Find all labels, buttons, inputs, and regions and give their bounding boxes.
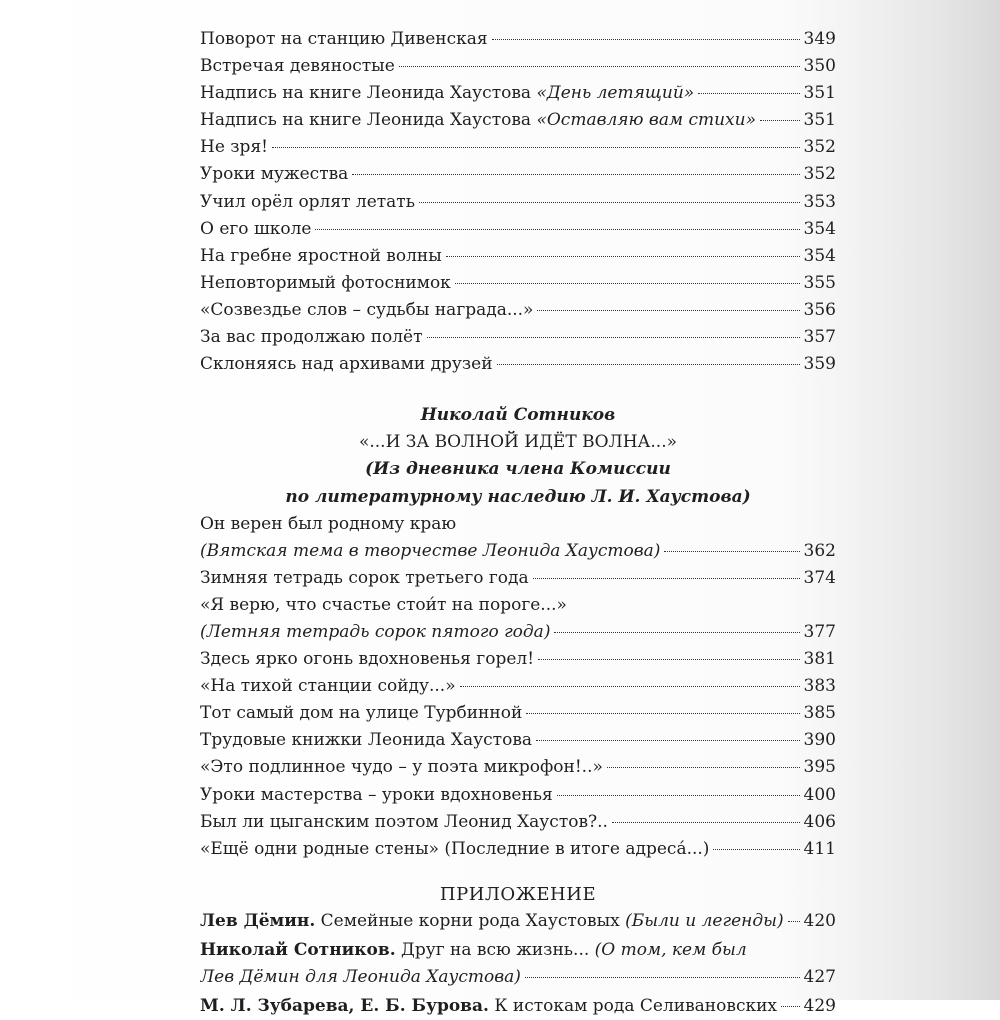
toc-page: 381 (803, 649, 836, 670)
table-of-contents (200, 26, 836, 1020)
toc-entry (200, 908, 836, 935)
toc-entry (200, 754, 836, 781)
leader-dots (526, 713, 799, 714)
toc-title-italic: (Вятская тема в творчестве Леонида Хаустова) (200, 540, 661, 561)
toc-title: Учил орёл орлят летать (200, 191, 415, 212)
toc-title: Не зря! (200, 137, 268, 158)
toc-title: Неповторимый фотоснимок (200, 272, 451, 293)
toc-title-italic: (Были и легенды) (625, 910, 784, 931)
toc-entry (200, 297, 836, 324)
toc-page: 350 (803, 56, 836, 77)
toc-title: «На тихой станции сойду...» (200, 676, 456, 697)
toc-entry (200, 107, 836, 134)
leader-dots (538, 659, 800, 660)
toc-page: 406 (803, 811, 836, 832)
toc-entry (200, 134, 836, 161)
toc-page: 354 (803, 218, 836, 239)
toc-entry-line (200, 937, 836, 964)
toc-page: 351 (803, 110, 836, 131)
toc-title-text: Друг на всю жизнь... (395, 940, 595, 960)
toc-title: Здесь ярко огонь вдохновенья горел! (200, 649, 535, 670)
toc-page: 354 (803, 245, 836, 266)
toc-title: Зимняя тетрадь сорок третьего года (200, 567, 529, 588)
leader-dots (612, 822, 800, 823)
toc-title: Склоняясь над архивами друзей (200, 354, 493, 375)
leader-dots (525, 977, 800, 978)
toc-page: 395 (803, 757, 836, 778)
toc-entry (200, 351, 836, 378)
toc-author: М. Л. Зубарева, Е. Б. Бурова. (200, 996, 489, 1017)
toc-title: За вас продолжаю полёт (200, 327, 423, 348)
toc-page: 357 (803, 327, 836, 348)
toc-entry (200, 243, 836, 270)
leader-dots (272, 147, 800, 148)
toc-page: 352 (803, 164, 836, 185)
toc-entry-line: «Я верю, что счастье стои́т на пороге...» (200, 594, 567, 615)
toc-entry (200, 836, 836, 863)
toc-entry (200, 673, 836, 700)
toc-title: Трудовые книжки Леонида Хаустова (200, 730, 533, 751)
toc-title: Тот самый дом на улице Турбинной (200, 703, 523, 724)
leader-dots (460, 686, 800, 687)
toc-entry-line: Он верен был родному краю (200, 513, 457, 534)
section-author: Николай Сотников (420, 405, 616, 426)
toc-title: «Это подлинное чудо – у поэта микрофон!..» (200, 757, 603, 778)
leader-dots (352, 174, 799, 175)
leader-dots (664, 551, 799, 552)
toc-title (200, 993, 777, 1020)
leader-dots (536, 740, 800, 741)
toc-entry (200, 216, 836, 243)
leader-dots (713, 849, 799, 850)
leader-dots (537, 310, 799, 311)
toc-entry (200, 727, 836, 754)
toc-title: Встречая девяностые (200, 56, 395, 77)
toc-title: На гребне яростной волны (200, 245, 442, 266)
leader-dots (533, 578, 800, 579)
page-edge-shadow (850, 0, 1000, 1000)
leader-dots (557, 795, 800, 796)
toc-entry (200, 270, 836, 297)
toc-entry (200, 809, 836, 836)
toc-title-italic: «День летящий» (536, 83, 695, 104)
toc-title-text: К истокам рода Селивановских (488, 996, 778, 1017)
toc-entry (200, 80, 836, 107)
toc-title: Был ли цыганским поэтом Леонид Хаустов?.. (200, 811, 608, 832)
toc-page: 351 (803, 83, 836, 104)
leader-dots (492, 39, 800, 40)
toc-title: Уроки мастерства – уроки вдохновенья (200, 784, 553, 805)
appendix-heading: ПРИЛОЖЕНИЕ (439, 883, 597, 905)
toc-title-italic: «Оставляю вам стихи» (536, 110, 756, 131)
leader-dots (788, 921, 800, 922)
section-subtitle-line2: по литературному наследию Л. И. Хаустова) (285, 486, 751, 507)
toc-title-text: Надпись на книге Леонида Хаустова (200, 110, 537, 131)
leader-dots (781, 1006, 800, 1007)
toc-title-italic: (О том, кем был (594, 940, 747, 960)
toc-entry (200, 646, 836, 673)
leader-dots (427, 337, 800, 338)
toc-title: Поворот на станцию Дивенская (200, 29, 488, 49)
toc-page: 352 (803, 137, 836, 158)
toc-title-italic: Лев Дёмин для Леонида Хаустова) (200, 967, 521, 988)
toc-entry (200, 964, 836, 991)
leader-dots (607, 767, 800, 768)
leader-dots (455, 283, 800, 284)
toc-entry (200, 993, 836, 1020)
leader-dots (419, 202, 800, 203)
toc-title-text: Семейные корни рода Хаустовых (315, 910, 626, 931)
toc-entry (200, 161, 836, 188)
toc-entry (200, 565, 836, 592)
leader-dots (698, 93, 799, 94)
toc-title-italic: (Летняя тетрадь сорок пятого года) (200, 621, 551, 642)
toc-page: 377 (803, 621, 836, 642)
toc-title: О его школе (200, 218, 312, 239)
toc-title (200, 908, 784, 935)
toc-entry (200, 53, 836, 80)
leader-dots (399, 66, 800, 67)
toc-author: Николай Сотников. (200, 940, 396, 960)
leader-dots (446, 256, 800, 257)
section-title: «...И ЗА ВОЛНОЙ ИДЁТ ВОЛНА...» (358, 432, 678, 453)
toc-entry (200, 700, 836, 727)
toc-author: Лев Дёмин. (200, 910, 316, 931)
toc-entry (200, 619, 836, 646)
toc-page: 385 (803, 703, 836, 724)
leader-dots (497, 364, 800, 365)
leader-dots (554, 632, 799, 633)
toc-page: 349 (803, 29, 836, 49)
toc-page: 374 (803, 567, 836, 588)
toc-page: 356 (803, 299, 836, 320)
section-subtitle-line1: (Из дневника члена Комиссии (365, 459, 671, 480)
toc-page: 359 (803, 354, 836, 375)
toc-page: 383 (803, 676, 836, 697)
toc-title (200, 80, 694, 107)
toc-page: 362 (803, 540, 836, 561)
toc-title: «Созвездье слов – судьбы награда...» (200, 299, 534, 320)
toc-entry (200, 324, 836, 351)
toc-entry (200, 782, 836, 809)
toc-page: 420 (803, 910, 836, 931)
leader-dots (760, 120, 800, 121)
toc-page: 390 (803, 730, 836, 751)
toc-entry (200, 26, 836, 53)
toc-title: Уроки мужества (200, 164, 349, 185)
toc-entry (200, 538, 836, 565)
toc-entry (200, 189, 836, 216)
toc-title (200, 107, 756, 134)
toc-title: «Ещё одни родные стены» (Последние в итоге адреса́...) (200, 838, 710, 859)
toc-page: 427 (803, 967, 836, 988)
toc-page: 429 (803, 996, 836, 1017)
toc-page: 355 (803, 272, 836, 293)
leader-dots (315, 229, 799, 230)
toc-title-text: Надпись на книге Леонида Хаустова (200, 83, 537, 104)
toc-page: 353 (803, 191, 836, 212)
toc-page: 411 (803, 838, 836, 859)
toc-page: 400 (803, 784, 836, 805)
